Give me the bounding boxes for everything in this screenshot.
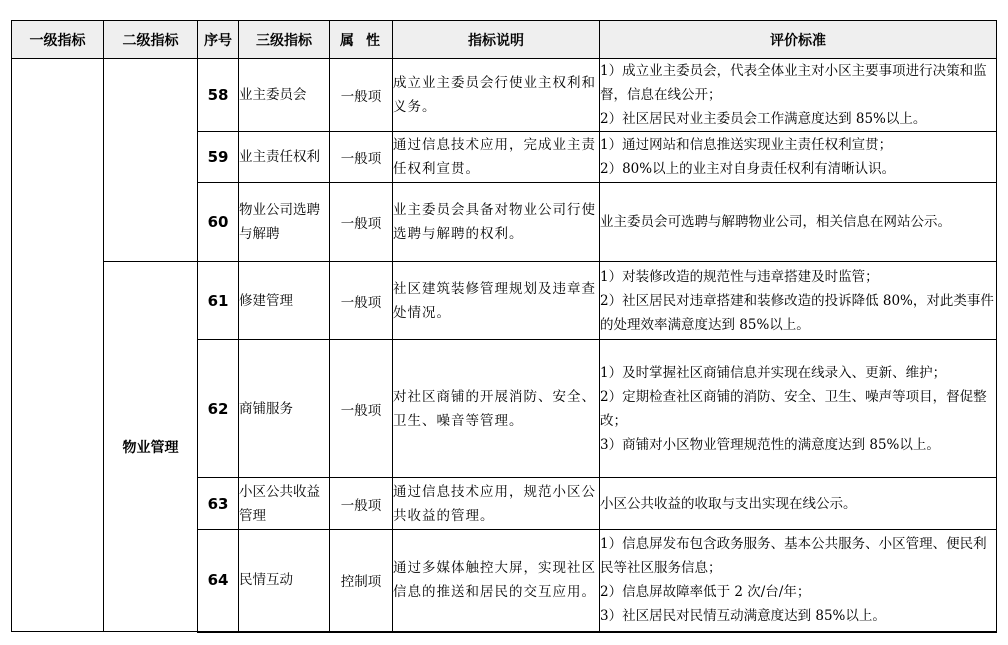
indicator-criteria	[600, 340, 997, 478]
indicator-criteria	[600, 530, 997, 632]
indicator-desc: 通过信息技术应用，规范小区公共收益的管理。	[393, 478, 600, 530]
indicator-desc: 成立业主委员会行使业主权利和义务。	[393, 59, 600, 132]
indicator-criteria	[600, 183, 997, 262]
indicator-criteria	[600, 478, 997, 530]
header-desc: 指标说明	[393, 21, 600, 59]
indicator-desc: 对社区商铺的开展消防、安全、卫生、噪音等管理。	[393, 340, 600, 478]
indicator-desc: 通过信息技术应用，完成业主责任权利宣贯。	[393, 132, 600, 183]
table-header	[12, 21, 997, 59]
level1-cell	[12, 59, 104, 632]
indicator-name: 物业公司选聘与解聘	[239, 183, 330, 262]
row-number: 59	[198, 132, 239, 183]
evaluation-table	[11, 20, 997, 633]
indicator-criteria	[600, 132, 997, 183]
criteria-line: 2）80%以上的业主对自身责任权利有清晰认识。	[600, 161, 896, 177]
indicator-desc: 业主委员会具备对物业公司行使选聘与解聘的权利。	[393, 183, 600, 262]
header-level2: 二级指标	[104, 21, 198, 59]
header-level3: 三级指标	[239, 21, 330, 59]
criteria-line: 2）社区居民对业主委员会工作满意度达到 85%以上。	[600, 111, 927, 127]
criteria-line: 1）信息屏发布包含政务服务、基本公共服务、小区管理、便民利民等社区服务信息；	[600, 536, 987, 577]
criteria-line: 1）对装修改造的规范性与违章搭建及时监管；	[600, 268, 879, 285]
indicator-name: 业主委员会	[239, 59, 330, 132]
criteria-line: 3）社区居民对民情互动满意度达到 85%以上。	[600, 608, 886, 625]
indicator-criteria	[600, 59, 997, 132]
row-number: 58	[198, 59, 239, 132]
criteria-line: 1）成立业主委员会，代表全体业主对小区主要事项进行决策和监督，信息在线公开；	[600, 63, 987, 103]
indicator-attr: 一般项	[330, 340, 393, 478]
indicator-desc: 社区建筑装修管理规划及违章查处情况。	[393, 262, 600, 340]
indicator-desc: 通过多媒体触控大屏，实现社区信息的推送和居民的交互应用。	[393, 530, 600, 632]
header-seq: 序号	[198, 21, 239, 59]
indicator-attr: 控制项	[330, 530, 393, 632]
level2-cell-empty	[104, 59, 198, 262]
criteria-line: 1）及时掌握社区商铺信息并实现在线录入、更新、维护；	[600, 364, 947, 381]
indicator-attr: 一般项	[330, 183, 393, 262]
row-number: 63	[198, 478, 239, 530]
criteria-line: 1）通过网站和信息推送实现业主责任权利宣贯；	[600, 137, 893, 153]
header-attr: 属性	[330, 21, 393, 59]
indicator-attr: 一般项	[330, 132, 393, 183]
row-number: 64	[198, 530, 239, 632]
table-row	[12, 59, 997, 132]
indicator-name: 修建管理	[239, 262, 330, 340]
header-level1: 一级指标	[12, 21, 104, 59]
indicator-criteria	[600, 262, 997, 340]
indicator-attr: 一般项	[330, 478, 393, 530]
indicator-name: 商铺服务	[239, 340, 330, 478]
criteria-line: 小区公共收益的收取与支出实现在线公示。	[600, 495, 857, 512]
table-row	[12, 262, 997, 340]
indicator-attr: 一般项	[330, 59, 393, 132]
criteria-line: 2）社区居民对违章搭建和装修改造的投诉降低 80%，对此类事件的处理效率满意度达到 85%以上。	[600, 292, 994, 333]
indicator-attr: 一般项	[330, 262, 393, 340]
row-number: 62	[198, 340, 239, 478]
criteria-line: 2）定期检查社区商铺的消防、安全、卫生、噪声等项目，督促整改；	[600, 388, 987, 429]
row-number: 60	[198, 183, 239, 262]
indicator-name: 业主责任权利	[239, 132, 330, 183]
row-number: 61	[198, 262, 239, 340]
level2-cell-property-management: 物业管理	[104, 262, 198, 632]
indicator-name: 小区公共收益管理	[239, 478, 330, 530]
criteria-line: 2）信息屏故障率低于 2 次/台/年；	[600, 584, 811, 601]
indicator-name: 民情互动	[239, 530, 330, 632]
criteria-line: 业主委员会可选聘与解聘物业公司，相关信息在网站公示。	[600, 214, 951, 230]
criteria-line: 3）商铺对小区物业管理规范性的满意度达到 85%以上。	[600, 436, 940, 453]
header-criteria: 评价标准	[600, 21, 997, 59]
